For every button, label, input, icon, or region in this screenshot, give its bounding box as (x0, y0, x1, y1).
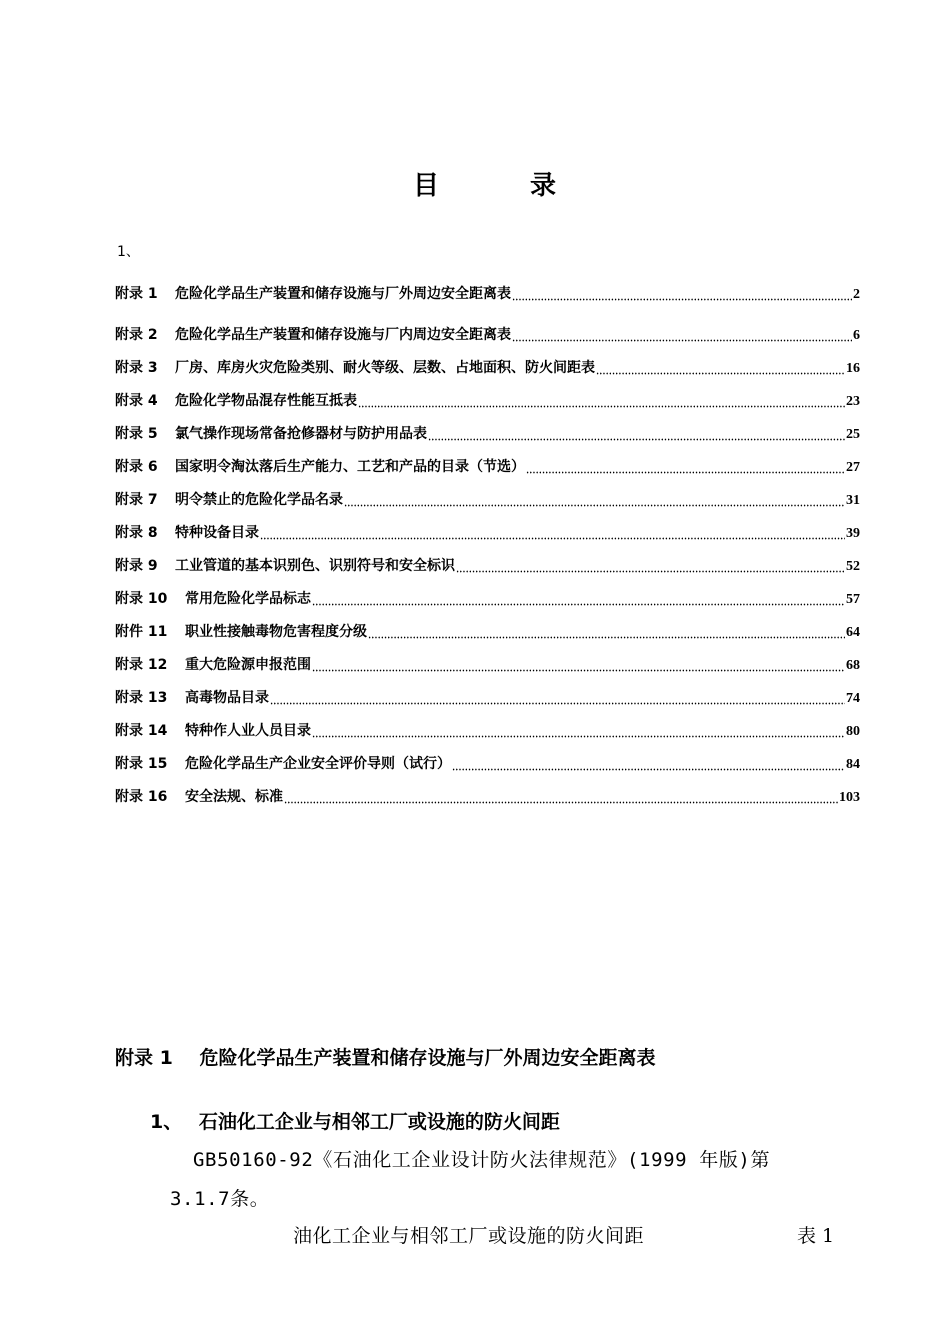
table-number: 表 1 (797, 1225, 835, 1247)
toc-entry[interactable] (115, 423, 860, 445)
toc-entry[interactable] (115, 489, 860, 511)
body-text-line-1: GB50160-92《石油化工企业设计防火法律规范》(1999 年版)第 (193, 1149, 771, 1171)
section-label: 附录 1 (115, 1047, 173, 1069)
toc-entry-title: 危险化学品生产装置和储存设施与厂外周边安全距离表 (175, 286, 511, 302)
toc-entry[interactable] (115, 357, 860, 379)
toc-entry-title: 厂房、库房火灾危险类别、耐火等级、层数、占地面积、防火间距表 (175, 360, 595, 376)
toc-entry-title: 明令禁止的危险化学品名录 (175, 492, 343, 508)
toc-entry[interactable] (115, 390, 860, 412)
toc-entry-page-number: 16 (846, 361, 860, 376)
subsection-number: 1、 (150, 1111, 183, 1133)
toc-entry-leader-dots (526, 460, 845, 474)
toc-entry-leader-dots (428, 427, 845, 441)
toc-entry-title: 常用危险化学品标志 (185, 591, 311, 607)
toc-entry[interactable] (115, 753, 860, 775)
toc-entry-page-number: 39 (846, 526, 860, 541)
toc-entry[interactable] (115, 621, 860, 643)
toc-entry-label: 附录 2 (115, 327, 158, 343)
toc-entry-label: 附录 5 (115, 426, 158, 442)
table-caption: 油化工企业与相邻工厂或设施的防火间距 (293, 1225, 645, 1247)
toc-entry-leader-dots (456, 559, 845, 573)
toc-entry-title: 氯气操作现场常备抢修器材与防护用品表 (175, 426, 427, 442)
toc-entry-page-number: 64 (846, 625, 860, 640)
toc-entry-title: 高毒物品目录 (185, 690, 269, 706)
toc-entry-leader-dots (270, 691, 845, 705)
toc-entry-leader-dots (512, 287, 852, 301)
toc-entry-title: 安全法规、标准 (185, 789, 283, 805)
toc-entry-label: 附录 4 (115, 393, 158, 409)
toc-entry-leader-dots (312, 658, 845, 672)
toc-entry[interactable] (115, 687, 860, 709)
toc-entry-page-number: 6 (853, 328, 860, 343)
toc-entry-title: 工业管道的基本识别色、识别符号和安全标识 (175, 558, 455, 574)
toc-entry[interactable] (115, 786, 860, 808)
toc-entry-page-number: 31 (846, 493, 860, 508)
toc-entry-page-number: 80 (846, 724, 860, 739)
toc-entry-leader-dots (284, 790, 838, 804)
toc-entry[interactable] (115, 456, 860, 478)
toc-pre-number: 1、 (117, 244, 140, 260)
toc-entry-label: 附录 3 (115, 360, 158, 376)
toc-entry-title: 重大危险源申报范围 (185, 657, 311, 673)
toc-entry-page-number: 84 (846, 757, 860, 772)
subsection-title: 石油化工企业与相邻工厂或设施的防火间距 (198, 1111, 560, 1133)
toc-entry-title: 特种作人业人员目录 (185, 723, 311, 739)
toc-entry-leader-dots (344, 493, 845, 507)
page-title-char-1: 目 (413, 171, 440, 201)
toc-entry-leader-dots (358, 394, 845, 408)
toc-entry-label: 附录 9 (115, 558, 158, 574)
toc-entry-page-number: 27 (846, 460, 860, 475)
toc-entry-label: 附录 6 (115, 459, 158, 475)
subsection-heading (150, 1107, 560, 1134)
toc-entry-title: 危险化学品生产企业安全评价导则（试行） (185, 756, 451, 772)
toc-entry-page-number: 57 (846, 592, 860, 607)
toc-entry-label: 附录 13 (115, 690, 168, 706)
toc-entry-label: 附录 12 (115, 657, 168, 673)
toc-entry-page-number: 23 (846, 394, 860, 409)
toc-entry-leader-dots (596, 361, 845, 375)
toc-entry-title: 职业性接触毒物危害程度分级 (185, 624, 367, 640)
toc-entry[interactable] (115, 588, 860, 610)
toc-entry[interactable] (115, 324, 860, 346)
toc-entry-page-number: 2 (853, 287, 860, 302)
toc-entry-leader-dots (312, 592, 845, 606)
toc-entry-label: 附录 10 (115, 591, 168, 607)
section-heading (115, 1043, 655, 1070)
toc-entry-leader-dots (368, 625, 845, 639)
toc-entry[interactable] (115, 720, 860, 742)
body-text-line-2: 3.1.7条。 (170, 1188, 270, 1210)
toc-entry-page-number: 52 (846, 559, 860, 574)
toc-entry-page-number: 74 (846, 691, 860, 706)
toc-entry[interactable] (115, 654, 860, 676)
toc-entry-leader-dots (260, 526, 845, 540)
toc-entry-label: 附件 11 (115, 624, 168, 640)
toc-entry-leader-dots (312, 724, 845, 738)
toc-entry-page-number: 68 (846, 658, 860, 673)
toc-entry-label: 附录 15 (115, 756, 168, 772)
section-title: 危险化学品生产装置和储存设施与厂外周边安全距离表 (199, 1047, 656, 1069)
toc-entry-label: 附录 14 (115, 723, 168, 739)
toc-entry[interactable] (115, 555, 860, 577)
toc-entry-label: 附录 7 (115, 492, 158, 508)
toc-entry-title: 国家明令淘汰落后生产能力、工艺和产品的目录（节选） (175, 459, 525, 475)
toc-entry-label: 附录 16 (115, 789, 168, 805)
toc-entry-title: 特种设备目录 (175, 525, 259, 541)
toc-entry-leader-dots (512, 328, 852, 342)
toc-entry-label: 附录 8 (115, 525, 158, 541)
toc-entry-title: 危险化学品生产装置和储存设施与厂内周边安全距离表 (175, 327, 511, 343)
toc-entry-leader-dots (452, 757, 845, 771)
toc-entry-title: 危险化学物品混存性能互抵表 (175, 393, 357, 409)
toc-entry-label: 附录 1 (115, 286, 158, 302)
toc-entry-page-number: 103 (839, 790, 860, 805)
toc-entry[interactable] (115, 522, 860, 544)
toc-entry[interactable] (115, 283, 860, 305)
toc-entry-page-number: 25 (846, 427, 860, 442)
page-title-char-2: 录 (530, 171, 557, 201)
